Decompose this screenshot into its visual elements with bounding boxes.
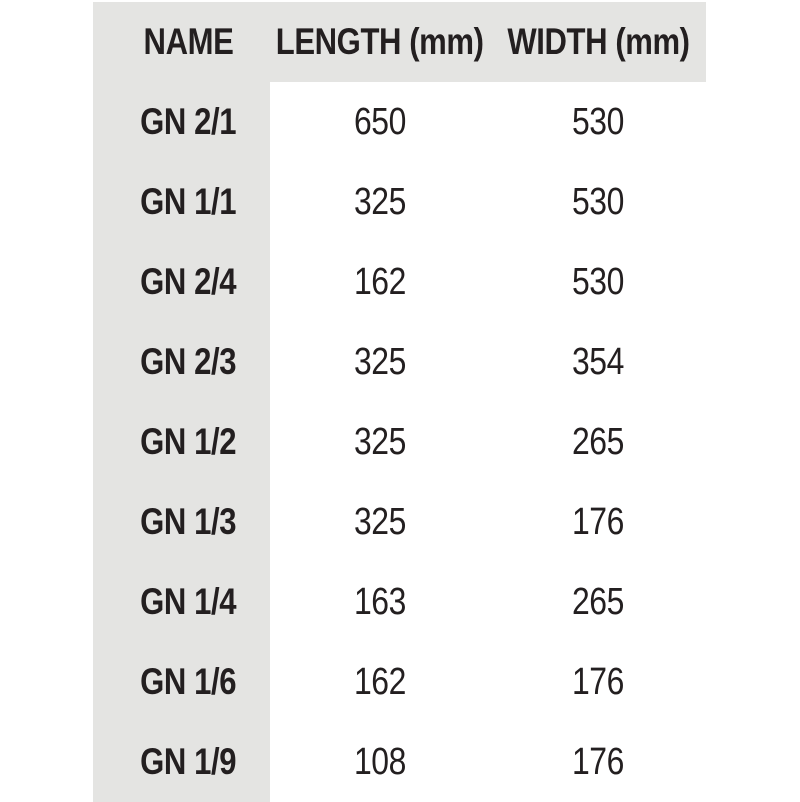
header-label-length: LENGTH (mm) <box>276 21 484 62</box>
width-cell <box>490 722 706 802</box>
header-cell-width <box>490 2 706 82</box>
name-cell <box>93 82 270 162</box>
length-cell <box>270 242 490 322</box>
length-value: 325 <box>353 420 407 463</box>
length-value: 325 <box>353 500 407 543</box>
length-cell <box>270 82 490 162</box>
name-cell <box>93 162 270 242</box>
length-value: 162 <box>353 260 407 303</box>
name-cell <box>93 402 270 482</box>
width-value: 530 <box>571 260 625 303</box>
name-value: GN 2/1 <box>140 101 237 142</box>
length-cell <box>270 642 490 722</box>
name-value: GN 1/9 <box>140 741 237 782</box>
header-cell-length <box>270 2 490 82</box>
width-value: 354 <box>571 340 625 383</box>
table-header-row <box>93 2 706 82</box>
length-value: 325 <box>353 340 407 383</box>
length-value: 325 <box>353 180 407 223</box>
width-cell <box>490 562 706 642</box>
name-value: GN 1/3 <box>140 501 237 542</box>
width-cell <box>490 242 706 322</box>
name-cell <box>93 562 270 642</box>
table-row <box>93 722 706 802</box>
name-value: GN 1/2 <box>140 421 237 462</box>
name-cell <box>93 242 270 322</box>
name-value: GN 1/1 <box>140 181 237 222</box>
name-cell <box>93 482 270 562</box>
width-cell <box>490 482 706 562</box>
width-cell <box>490 322 706 402</box>
header-cell-name <box>93 2 270 82</box>
length-value: 108 <box>353 740 407 783</box>
name-value: GN 1/4 <box>140 581 237 622</box>
name-value: GN 1/6 <box>140 661 237 702</box>
table-row <box>93 482 706 562</box>
width-value: 530 <box>571 100 625 143</box>
table-row <box>93 162 706 242</box>
table-row <box>93 402 706 482</box>
width-value: 176 <box>571 740 625 783</box>
length-cell <box>270 162 490 242</box>
width-cell <box>490 162 706 242</box>
length-cell <box>270 482 490 562</box>
gn-size-table <box>93 2 706 802</box>
table-row <box>93 322 706 402</box>
length-value: 162 <box>353 660 407 703</box>
width-cell <box>490 402 706 482</box>
table-row <box>93 242 706 322</box>
width-value: 530 <box>571 180 625 223</box>
name-value: GN 2/3 <box>140 341 237 382</box>
width-value: 265 <box>571 580 625 623</box>
name-cell <box>93 322 270 402</box>
length-cell <box>270 402 490 482</box>
header-label-width: WIDTH (mm) <box>506 21 690 62</box>
name-cell <box>93 722 270 802</box>
name-cell <box>93 642 270 722</box>
width-value: 265 <box>571 420 625 463</box>
length-cell <box>270 322 490 402</box>
table-row <box>93 642 706 722</box>
length-cell <box>270 562 490 642</box>
length-cell <box>270 722 490 802</box>
header-label-name: NAME <box>143 21 234 62</box>
length-value: 163 <box>353 580 407 623</box>
width-cell <box>490 642 706 722</box>
length-value: 650 <box>353 100 407 143</box>
width-value: 176 <box>571 660 625 703</box>
width-value: 176 <box>571 500 625 543</box>
width-cell <box>490 82 706 162</box>
table-row <box>93 82 706 162</box>
name-value: GN 2/4 <box>140 261 237 302</box>
table-row <box>93 562 706 642</box>
